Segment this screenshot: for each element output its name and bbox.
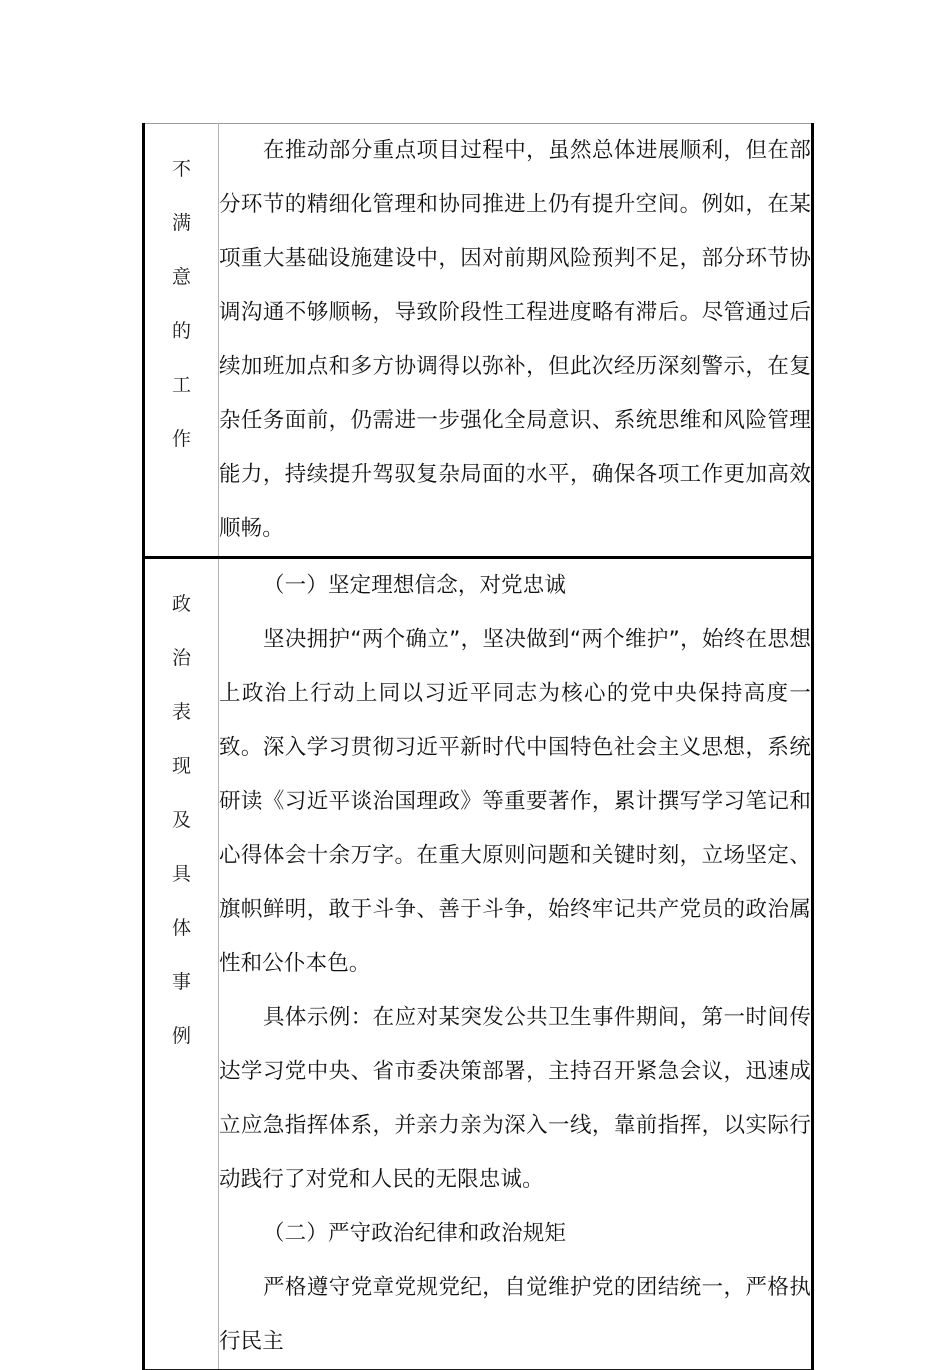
paragraph: 坚决拥护“两个确立”，坚决做到“两个维护”，始终在思想上政治上行动上同以习近平同志为核心的党中央保持高度一致。深入学习贯彻习近平新时代中国特色社会主义思想，系统研读《习近平谈治国理政》等重要著作，累计撰写学习笔记和心得体会十余万字。在重大原则问题和关键时刻，立场坚定、旗帜鲜明，敢于斗争、善于斗争，始终牢记共产党员的政治属性和公仆本色。 — [219, 627, 811, 976]
section-heading-two: （二）严守政治纪律和政治规矩 — [263, 1221, 567, 1246]
evaluation-table — [142, 123, 814, 1370]
vertical-label-char: 例 — [171, 1025, 191, 1047]
vertical-label-char: 表 — [171, 701, 191, 723]
table-row — [144, 558, 813, 1370]
vertical-label-char: 的 — [171, 320, 191, 342]
vertical-label-char: 政 — [171, 593, 191, 615]
row-body-cell-political-performance — [219, 558, 813, 1370]
vertical-label-char: 不 — [171, 158, 191, 180]
vertical-label-char: 及 — [171, 809, 191, 831]
vertical-label-char: 工 — [171, 374, 191, 396]
section-heading-one: （一）坚定理想信念，对党忠诚 — [263, 573, 567, 598]
table-row — [144, 124, 813, 558]
vertical-label-char: 意 — [171, 266, 191, 288]
row-label-cell-political-performance — [144, 558, 219, 1370]
vertical-label-char: 体 — [171, 917, 191, 939]
vertical-label — [145, 124, 218, 466]
vertical-label — [145, 559, 218, 1063]
vertical-label-char: 满 — [171, 212, 191, 234]
row-label-cell-unsatisfactory-work — [144, 124, 219, 558]
paragraph: 严格遵守党章党规党纪，自觉维护党的团结统一，严格执行民主 — [219, 1275, 811, 1354]
vertical-label-char: 作 — [171, 428, 191, 450]
vertical-label-char: 现 — [171, 755, 191, 777]
paragraph-example: 具体示例：在应对某突发公共卫生事件期间，第一时间传达学习党中央、省市委决策部署，主持召开紧急会议，迅速成立应急指挥体系，并亲力亲为深入一线，靠前指挥，以实际行动践行了对党和人民的无限忠诚。 — [219, 1005, 811, 1192]
paragraph: 在推动部分重点项目过程中，虽然总体进展顺利，但在部分环节的精细化管理和协同推进上仍有提升空间。例如，在某项重大基础设施建设中，因对前期风险预判不足，部分环节协调沟通不够顺畅，导致阶段性工程进度略有滞后。尽管通过后续加班加点和多方协调得以弥补，但此次经历深刻警示，在复杂任务面前，仍需进一步强化全局意识、系统思维和风险管理能力，持续提升驾驭复杂局面的水平，确保各项工作更加高效顺畅。 — [219, 138, 811, 541]
row-body-cell-unsatisfactory-work — [219, 124, 813, 558]
vertical-label-char: 具 — [171, 863, 191, 885]
vertical-label-char: 事 — [171, 971, 191, 993]
vertical-label-char: 治 — [171, 647, 191, 669]
